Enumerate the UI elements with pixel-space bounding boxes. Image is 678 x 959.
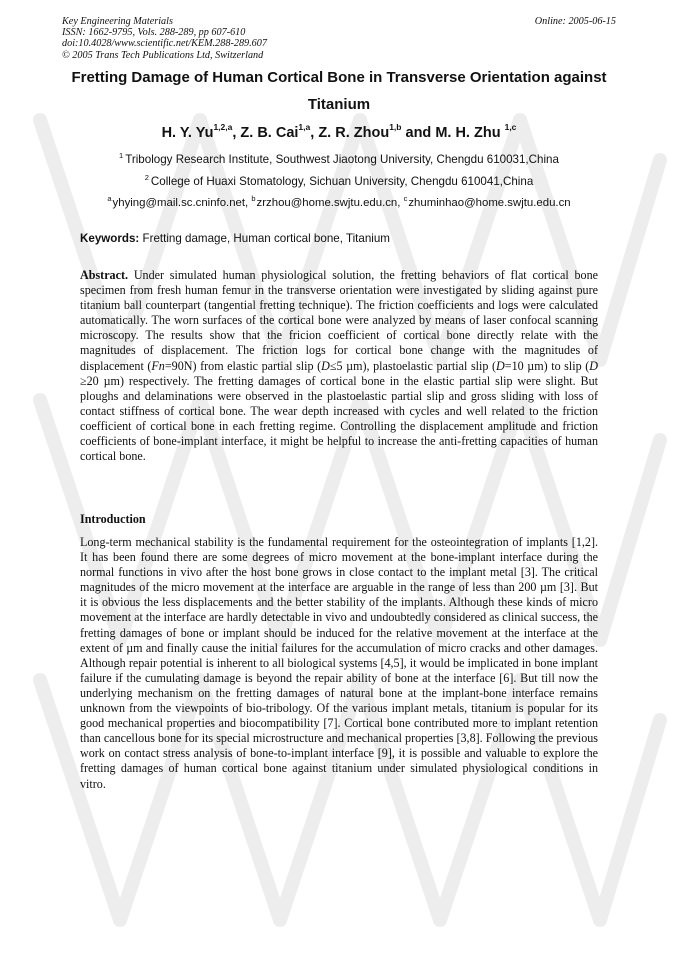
abstract-symbol: D (321, 358, 330, 373)
email-address[interactable]: zrzhou@home.swjtu.edu.cn, (256, 197, 401, 209)
abstract-text: =10 µm) to slip ( (504, 358, 590, 373)
doi-line[interactable]: doi:10.4028/www.scientific.net/KEM.288-289.607 (62, 38, 267, 50)
issn-line: ISSN: 1662-9795, Vols. 288-289, pp 607-610 (62, 27, 246, 39)
paper-title: Fretting Damage of Human Cortical Bone in Transverse Orientation against Titanium (71, 69, 607, 113)
author-conjunction: and (405, 125, 432, 141)
email-list (50, 194, 628, 209)
author-name: M. H. Zhu (435, 125, 501, 141)
abstract-paragraph (80, 268, 598, 464)
affiliation-mark: 1 (119, 151, 124, 160)
affiliation-2 (50, 175, 628, 188)
author-separator: , (232, 125, 237, 141)
email-mark: c (403, 194, 408, 203)
online-date: Online: 2005-06-15 (534, 16, 616, 27)
copyright-line: © 2005 Trans Tech Publications Ltd, Switzerland (62, 49, 264, 61)
email-mark: b (251, 194, 256, 203)
affiliation-1 (50, 153, 628, 166)
keywords-line (80, 232, 390, 245)
email-mark: a (107, 194, 112, 203)
author-affil-mark: 1,b (389, 122, 402, 132)
abstract-symbol: Fn (151, 358, 165, 373)
affiliation-text: College of Huaxi Stomatology, Sichuan University, Chengdu 610041,China (150, 175, 534, 188)
affiliation-mark: 2 (144, 173, 149, 182)
journal-header (62, 16, 267, 61)
abstract-text: =90N) from elastic partial slip ( (164, 358, 322, 373)
email-address[interactable]: yhying@mail.sc.cninfo.net, (112, 197, 249, 209)
abstract-label: Abstract. (80, 268, 129, 282)
author-affil-mark: 1,a (298, 122, 311, 132)
author-separator: , (310, 125, 315, 141)
keywords-label: Keywords: (80, 232, 140, 245)
abstract-text: ≤5 µm), plastoelastic partial slip ( (329, 358, 497, 373)
keywords-text: Fretting damage, Human cortical bone, Titanium (142, 232, 390, 245)
abstract-text: ≥20 µm) respectively. The fretting damages of cortical bone in the elastic partial slip were slight. But ploughs and delaminations were observed in the plastoelastic partial slip and gross sliding with loss of contact stiffness of cortical bone. The wear depth increased with cycles and well related to the friction coefficient of cortical bone in each fretting regime. Controlling the displacement amplitude and friction coefficients of bone-implant interface, it might be helpful to increase the anti-fretting capacities of human cortical bone. (80, 373, 598, 464)
affiliation-text: Tribology Research Institute, Southwest Jiaotong University, Chengdu 610031,China (125, 153, 559, 166)
author-affil-mark: 1,2,a (213, 122, 233, 132)
author-name: Z. R. Zhou (318, 125, 390, 141)
email-address[interactable]: zhuminhao@home.swjtu.edu.cn (408, 197, 571, 209)
abstract-text: Under simulated human physiological solution, the fretting behaviors of flat cortical bone specimen from fresh human femur in the transverse orientation were investigated by sliding against pure titanium ball counterpart (tangential fretting technique). The friction coefficients and logs were calculated automatically. The worn surfaces of the cortical bone were analyzed by means of laser confocal scanning microscopy. The results show that the fricion coefficient of cortical bone directly relate with the magnitudes of displacement. The friction logs for cortical bone change with the magnitudes of displacement ( (80, 268, 598, 373)
author-name: Z. B. Cai (240, 125, 299, 141)
introduction-heading: Introduction (80, 512, 146, 526)
author-affil-mark: 1,c (504, 122, 517, 132)
abstract-symbol: D (496, 358, 505, 373)
journal-name: Key Engineering Materials (62, 16, 173, 27)
author-list (70, 122, 608, 141)
introduction-paragraph: Long-term mechanical stability is the fundamental requirement for the osteointegration of implants [1,2]. It has been found there are some degrees of micro movement at the bone-implant interface during the normal functions in vivo after the host bone grows in close contact to the implant metal [3]. The critical magnitudes of the micro movement at the interface are arguable in the range of less than 200 µm [3]. But it is obvious the less displacements and the better stability of the implants. Although these kinds of micro movement at the interface are hardly detectable in vivo and undoubtedly considered as clinical success, the fretting damages of bone or implant should be induced for the relative movement at the interface at the extent of µm and finally cause the initial failures for the accumulation of micro cracks and other damages. Although repair potential is inherent to all biological systems [4,5], it would be implicated in bone implant failure if the cumulating damage is beyond the repair ability of bone at the interface [6]. But till now the underlying mechanism on the fretting damages of natural bone at the implant-bone interface remains unknown from the viewpoints of bio-tribology. Of the various implant metals, titanium is popular for its good mechanical properties and biocompatibility [7]. Cortical bone contributed more to implant retention than cancellous bone for its special microstructure and mechanical properties [3,8]. Following the previous work on contact stress analysis of bone-to-implant interface [9], it is possible and valuable to explore the fretting damages of human cortical bone against titanium under simulated physiological conditions in vitro. (80, 535, 598, 791)
author-name: H. Y. Yu (161, 125, 214, 141)
abstract-symbol: D (589, 358, 598, 373)
